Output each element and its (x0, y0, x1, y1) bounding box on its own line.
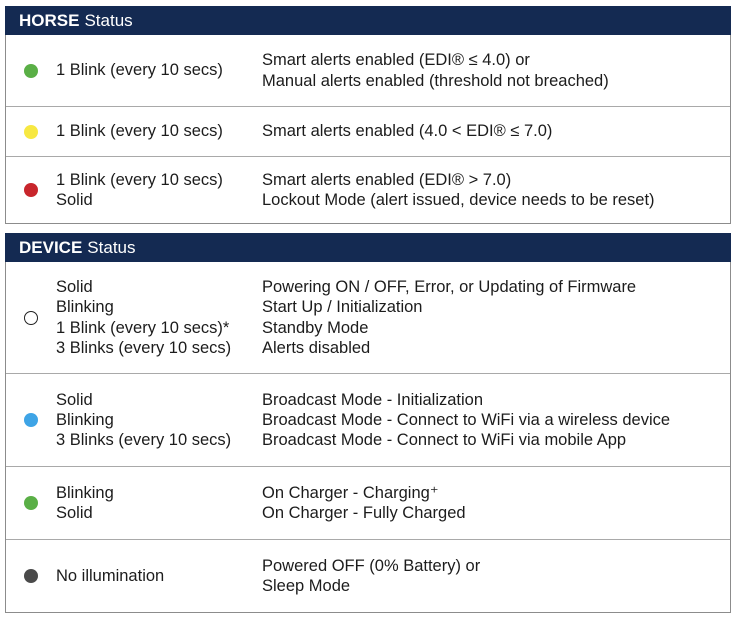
horse-row-meaning: Smart alerts enabled (EDI® > 7.0) (262, 170, 512, 189)
device-status-table (5, 262, 731, 613)
horse-row-mode: Solid (56, 191, 93, 209)
horse-row-mode: 1 Blink (every 10 secs) (56, 61, 223, 80)
device-row-meaning: Start Up / Initialization (262, 298, 423, 317)
horse-row-mode: 1 Blink (every 10 secs) (56, 170, 223, 189)
device-row-meaning: On Charger - Charging⁺ (262, 483, 439, 502)
device-row-mode: Blinking (56, 483, 114, 502)
device-row-meaning: Powering ON / OFF, Error, or Updating of Firmware (262, 277, 637, 296)
horse-row-green (6, 35, 730, 106)
horse-row-meaning: Lockout Mode (alert issued, device needs to be reset) (262, 191, 655, 209)
device-row-meaning: Broadcast Mode - Connect to WiFi via a wireless device (262, 410, 671, 429)
device-row-mode: Solid (56, 504, 93, 522)
red-led-icon (24, 183, 38, 197)
horse-status-header (5, 6, 731, 35)
horse-row-meaning: Smart alerts enabled (4.0 < EDI® ≤ 7.0) (262, 122, 553, 141)
device-row-blue (6, 373, 730, 466)
horse-row-meaning: Smart alerts enabled (EDI® ≤ 4.0) or (262, 51, 530, 70)
horse-status-section (5, 6, 731, 224)
horse-row-red (6, 156, 730, 223)
blue-led-icon (24, 413, 38, 427)
yellow-led-icon (24, 125, 38, 139)
green-led-icon (24, 64, 38, 78)
device-row-mode: Solid (56, 277, 93, 296)
device-row-green (6, 466, 730, 539)
device-row-meaning: Powered OFF (0% Battery) or (262, 556, 481, 575)
device-title-rest: Status (87, 237, 136, 257)
device-row-meaning: Broadcast Mode - Initialization (262, 390, 484, 409)
device-status-section (5, 233, 731, 613)
green-led-icon (24, 496, 38, 510)
device-title-bold: DEVICE (19, 237, 83, 257)
device-row-mode: 1 Blink (every 10 secs)* (56, 318, 230, 337)
device-row-mode: 3 Blinks (every 10 secs) (56, 431, 232, 450)
device-row-mode: No illumination (56, 566, 165, 585)
horse-row-meaning: Manual alerts enabled (threshold not breached) (262, 71, 609, 90)
horse-row-mode: 1 Blink (every 10 secs) (56, 122, 223, 141)
dark-led-icon (24, 569, 38, 583)
device-row-meaning: On Charger - Fully Charged (262, 504, 466, 522)
device-row-meaning: Alerts disabled (262, 338, 371, 357)
device-row-meaning: Broadcast Mode - Connect to WiFi via mobile App (262, 431, 627, 450)
horse-status-table (5, 35, 731, 224)
device-row-meaning: Standby Mode (262, 318, 369, 337)
device-row-mode: 3 Blinks (every 10 secs) (56, 338, 232, 357)
device-row-mode: Solid (56, 390, 93, 409)
horse-row-yellow (6, 106, 730, 156)
horse-title-rest: Status (84, 10, 133, 30)
device-status-header (5, 233, 731, 262)
device-row-mode: Blinking (56, 410, 114, 429)
device-row-meaning: Sleep Mode (262, 577, 351, 595)
horse-title-bold: HORSE (19, 10, 80, 30)
device-row-mode: Blinking (56, 298, 114, 317)
device-row-white (6, 262, 730, 373)
device-row-dark (6, 539, 730, 612)
white-led-icon (24, 311, 38, 325)
